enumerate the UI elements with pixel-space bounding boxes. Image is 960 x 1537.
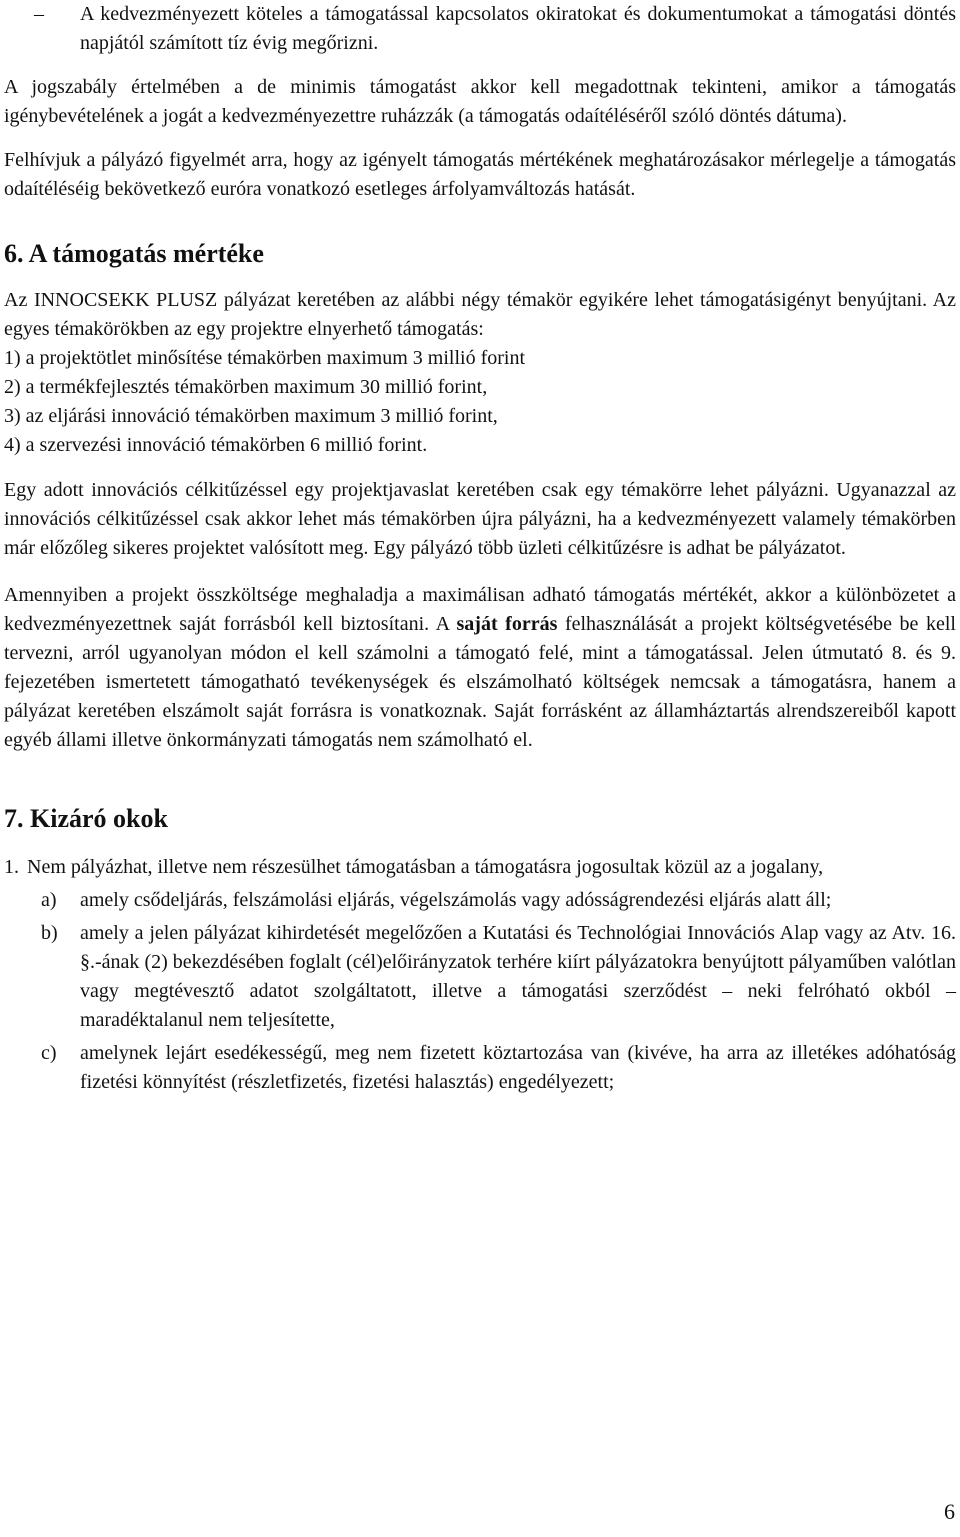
sub-item-c bbox=[4, 1039, 956, 1097]
page-number: 6 bbox=[944, 1499, 955, 1524]
point-1-number: 1. bbox=[4, 856, 19, 878]
para-c-post: felhasználását a projekt költségvetésébe be kell tervezni, arról ugyanolyan módon el kell számolni a támogató felé, mint a támogatással. Jelen útmutató 8. és 9. fejezetében ismertetett támogatható tevékenységek és elszámolható költségek nemcsak a támogatásra, hanem a pályázat keretében elszámolt saját forrásra is vonatkoznak. Saját forrásként az államháztartás alrendszereiből kapott egyéb állami illetve önkormányzati támogatás nem számolható el. bbox=[4, 613, 956, 751]
section-6-intro: Az INNOCSEKK PLUSZ pályázat keretében az alábbi négy témakör egyikére lehet támogatásigényt benyújtani. Az egyes témakörökben az egy projektre elnyerhető támogatás: bbox=[4, 289, 956, 340]
section-6-item-2: 2) a termékfejlesztés témakörben maximum 30 millió forint, bbox=[4, 376, 488, 398]
sub-item-a-text: amely csődeljárás, felszámolási eljárás, végelszámolás vagy adósságrendezési eljárás alatt áll; bbox=[80, 889, 832, 911]
section-6-item-3: 3) az eljárási innováció témakörben maximum 3 millió forint, bbox=[4, 405, 498, 427]
section-7-heading: 7. Kizáró okok bbox=[4, 804, 168, 833]
dash-bullet: – bbox=[34, 3, 44, 25]
section-7-point-1 bbox=[4, 853, 956, 882]
section-6-paragraph-c bbox=[4, 581, 956, 755]
document-page bbox=[4, 0, 956, 1097]
sub-item-a-label: a) bbox=[41, 889, 57, 911]
point-1-text: Nem pályázhat, illetve nem részesülhet támogatásban a támogatásra jogosultak közül az a jogalany, bbox=[27, 856, 824, 878]
section-6-item-1: 1) a projektötlet minősítése témakörben maximum 3 millió forint bbox=[4, 347, 526, 369]
sub-item-b-label: b) bbox=[41, 922, 58, 944]
sub-item-a bbox=[4, 886, 956, 915]
dash-list-item bbox=[4, 0, 956, 58]
section-6-paragraph-b: Egy adott innovációs célkitűzéssel egy projektjavaslat keretében csak egy témakörre lehet pályázni. Ugyanazzal az innovációs célkitűzéssel csak akkor lehet más témakörben újra pályázni, ha a kedvezményezett valamely témakörben már előzőleg sikeres projektet valósított meg. Egy pályázó több üzleti célkitűzésre is adhat be pályázatot. bbox=[4, 479, 956, 559]
dash-item-text: A kedvezményezett köteles a támogatással kapcsolatos okiratokat és dokumentumokat a támogatási döntés napjától számított tíz évig megőrizni. bbox=[80, 3, 956, 54]
sub-item-c-label: c) bbox=[41, 1042, 57, 1064]
para-c-pre: Amennyiben a projekt összköltsége meghaladja a maximálisan adható támogatás mértékét, akkor a különbözetet a kedvezményezettnek saját forrásból kell biztosítani. A bbox=[4, 584, 956, 635]
sub-item-b bbox=[4, 919, 956, 1035]
sub-item-c-text: amelynek lejárt esedékességű, meg nem fizetett köztartozása van (kivéve, ha arra az illetékes adóhatóság fizetési könnyítést (részletfizetés, fizetési halasztás) engedélyezett; bbox=[80, 1042, 956, 1093]
paragraph-de-minimis: A jogszabály értelmében a de minimis támogatást akkor kell megadottnak tekinteni, amikor a támogatás igénybevételének a jogát a kedvezményezettre ruházzák (a támogatás odaítéléséről szóló döntés dátuma). bbox=[4, 76, 956, 127]
paragraph-euro-exchange: Felhívjuk a pályázó figyelmét arra, hogy az igényelt támogatás mértékének meghatározásakor mérlegelje a támogatás odaítéléséig bekövetkező euróra vonatkozó esetleges árfolyamváltozás hatását. bbox=[4, 149, 956, 200]
para-c-bold-term: saját forrás bbox=[456, 613, 558, 635]
sub-item-b-text: amely a jelen pályázat kihirdetését megelőzően a Kutatási és Technológiai Innovációs Alap vagy az Atv. 16. §.-ának (2) bekezdésében foglalt (cél)előirányzatok terhére kiírt pályázatokra benyújtott pályaműben valótlan vagy megtévesztő adatot szolgáltatott, illetve a támogatási szerződést – neki felróható okból – maradéktalanul nem teljesítette, bbox=[80, 922, 956, 1031]
section-6-item-4: 4) a szervezési innováció témakörben 6 millió forint. bbox=[4, 434, 428, 456]
section-6-heading: 6. A támogatás mértéke bbox=[4, 239, 264, 268]
